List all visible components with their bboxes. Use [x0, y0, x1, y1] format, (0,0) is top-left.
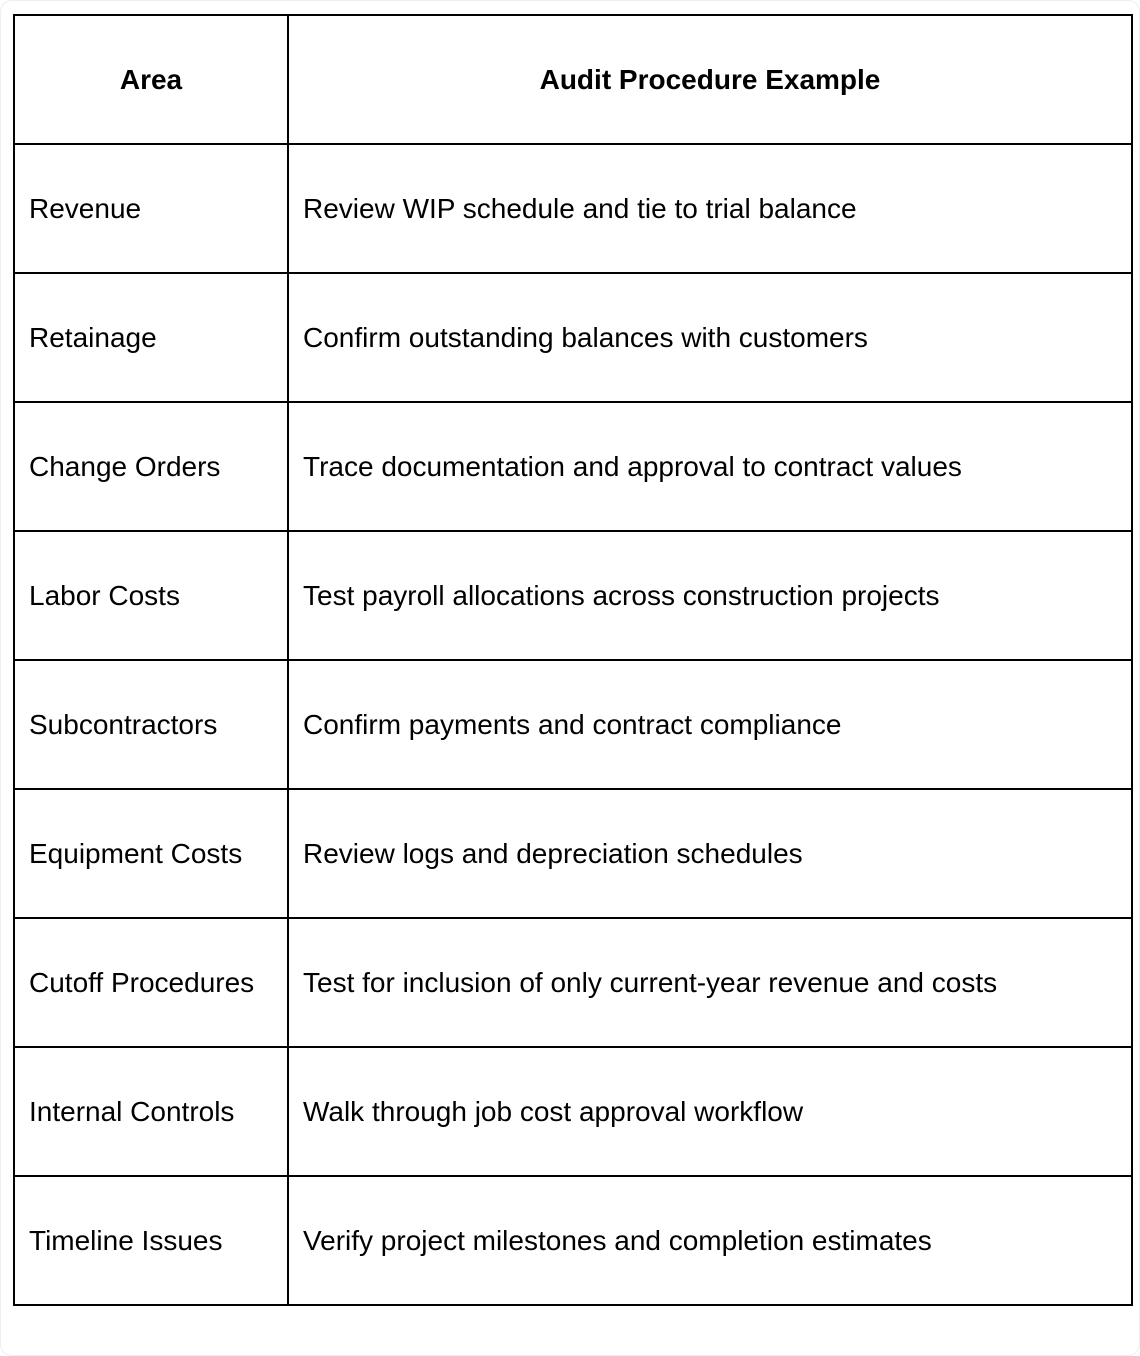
- audit-procedures-table: [13, 14, 1133, 1306]
- area-cell: Equipment Costs: [14, 789, 288, 918]
- header-row: [14, 15, 1132, 144]
- table-row: [14, 789, 1132, 918]
- table-row: [14, 1047, 1132, 1176]
- procedure-cell: Test payroll allocations across construction projects: [288, 531, 1132, 660]
- table-header: [14, 15, 1132, 144]
- table-row: [14, 660, 1132, 789]
- table-row: [14, 531, 1132, 660]
- area-cell: Internal Controls: [14, 1047, 288, 1176]
- procedure-cell: Trace documentation and approval to contract values: [288, 402, 1132, 531]
- procedure-cell: Walk through job cost approval workflow: [288, 1047, 1132, 1176]
- table-body: [14, 144, 1132, 1305]
- table-row: [14, 273, 1132, 402]
- area-cell: Retainage: [14, 273, 288, 402]
- header-audit-procedure: Audit Procedure Example: [288, 15, 1132, 144]
- area-cell: Labor Costs: [14, 531, 288, 660]
- header-area: Area: [14, 15, 288, 144]
- table-row: [14, 144, 1132, 273]
- procedure-cell: Review WIP schedule and tie to trial balance: [288, 144, 1132, 273]
- procedure-cell: Test for inclusion of only current-year revenue and costs: [288, 918, 1132, 1047]
- procedure-cell: Confirm payments and contract compliance: [288, 660, 1132, 789]
- procedure-cell: Verify project milestones and completion estimates: [288, 1176, 1132, 1305]
- procedure-cell: Review logs and depreciation schedules: [288, 789, 1132, 918]
- table-row: [14, 918, 1132, 1047]
- area-cell: Revenue: [14, 144, 288, 273]
- table-row: [14, 402, 1132, 531]
- area-cell: Subcontractors: [14, 660, 288, 789]
- area-cell: Cutoff Procedures: [14, 918, 288, 1047]
- procedure-cell: Confirm outstanding balances with customers: [288, 273, 1132, 402]
- area-cell: Change Orders: [14, 402, 288, 531]
- area-cell: Timeline Issues: [14, 1176, 288, 1305]
- table-row: [14, 1176, 1132, 1305]
